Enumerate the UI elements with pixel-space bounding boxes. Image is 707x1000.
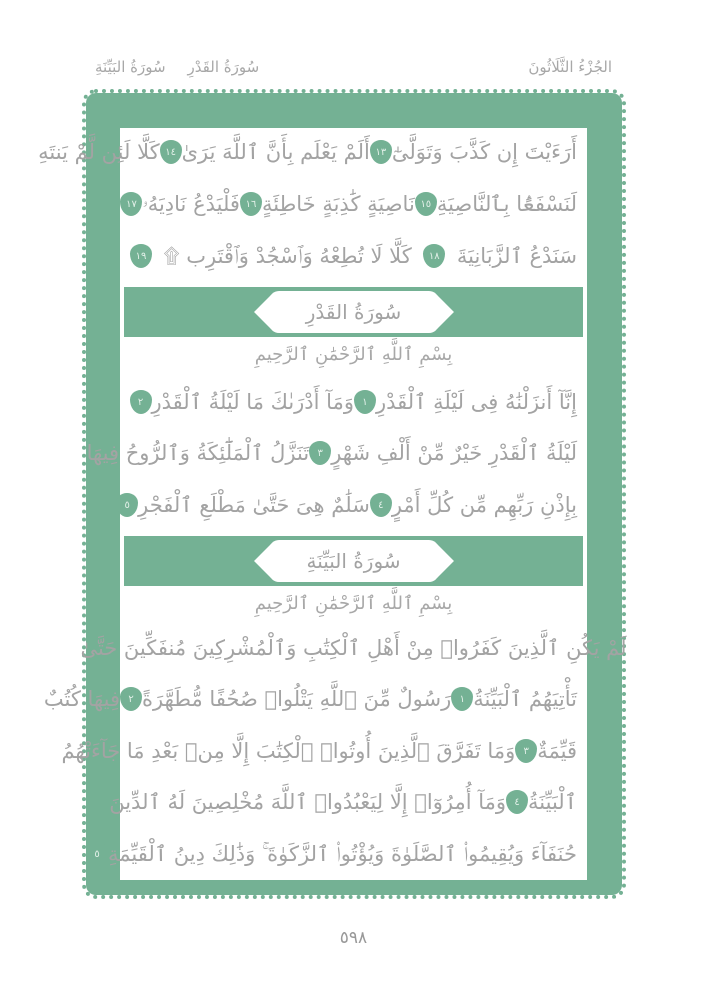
verse-text: إِنَّآ أَنزَلْنَٰهُ فِى لَيْلَةِ ٱلْقَدْرِ (375, 390, 577, 414)
surah-title: سُورَةُ البَيِّنَةِ (306, 549, 401, 573)
verse-marker: ١٧ (120, 192, 142, 216)
verse-text: تَأْتِيَهُمُ ٱلْبَيِّنَةُ (473, 687, 577, 711)
verse-marker: ١ (451, 687, 473, 711)
verse-text: حُنَفَآءَ وَيُقِيمُوا۟ ٱلصَّلَوٰةَ وَيُؤْتُوا۟ ٱلزَّكَوٰةَ ۚ وَذَٰلِكَ دِينُ ٱلْقَيِّمَةِ (108, 841, 577, 866)
verse-text: وَمَا تَفَرَّقَ ٱلَّذِينَ أُوتُوا۟ ٱلْكِتَٰبَ إِلَّا مِنۢ بَعْدِ مَا جَآءَتْهُمُ (61, 739, 516, 763)
verse-marker: ٥ (116, 493, 138, 517)
juz-label: الجُزْءُ الثَّلَاثُونَ (528, 58, 612, 76)
text-line (94, 829, 577, 879)
verse-text: فَلْيَدْعُ نَادِيَهُۥ (142, 191, 240, 216)
verse-marker: ٤ (370, 493, 392, 517)
surah-name-qadr: سُورَةُ القَدْرِ (187, 58, 260, 76)
page-number: ٥٩٨ (339, 928, 368, 948)
verse-text: أَلَمْ يَعْلَم بِأَنَّ ٱللَّهَ يَرَىٰ (181, 140, 370, 164)
verse-marker: ٥ (86, 842, 108, 866)
verse-marker: ٢ (120, 687, 142, 711)
text-line (124, 480, 577, 530)
verse-text: كَلَّا لَا تُطِعْهُ وَٱسْجُدْ وَٱقْتَرِب ۩ (163, 243, 412, 268)
text-line (61, 726, 577, 776)
text-line (43, 674, 577, 724)
verse-text: لَيْلَةُ ٱلْقَدْرِ خَيْرٌ مِّنْ أَلْفِ شَهْرٍ (331, 441, 577, 465)
verse-text: فِيهَا كُتُبٌ (43, 687, 121, 711)
surah-header-bayyina (124, 536, 583, 586)
verse-text: كَلَّا لَئِن لَّمْ يَنتَهِ (38, 140, 160, 164)
verse-text: ٱلْبَيِّنَةُ (528, 790, 577, 814)
basmala: بِسْمِ ٱللَّهِ ٱلرَّحْمَٰنِ ٱلرَّحِيمِ (254, 593, 453, 614)
verse-text: بِإِذْنِ رَبِّهِم مِّن كُلِّ أَمْرٍ (391, 493, 577, 517)
verse-marker: ١٥ (415, 192, 437, 216)
verse-text: سَلَٰمٌ هِىَ حَتَّىٰ مَطْلَعِ ٱلْفَجْرِ (138, 493, 370, 517)
page-frame (38, 93, 627, 895)
verse-marker: ١٦ (240, 192, 262, 216)
verse-text: تَنَزَّلُ ٱلْمَلَٰٓئِكَةُ وَٱلرُّوحُ فِيهَا (86, 441, 310, 465)
verse-marker: ١٩ (130, 244, 152, 268)
text-line (38, 127, 577, 177)
verse-text: وَمَآ أُمِرُوٓا۟ إِلَّا لِيَعْبُدُوا۟ ٱللَّهَ مُخْلِصِينَ لَهُ ٱلدِّينَ (109, 790, 507, 814)
verse-marker: ١٨ (423, 244, 445, 268)
verse-text: لَمْ يَكُنِ ٱلَّذِينَ كَفَرُوا۟ مِنْ أَهْلِ ٱلْكِتَٰبِ وَٱلْمُشْرِكِينَ مُنفَكِّينَ حَتَّىٰ (80, 636, 627, 660)
verse-text: أَرَءَيْتَ إِن كَذَّبَ وَتَوَلَّىٰٓ (391, 140, 577, 164)
text-area (38, 128, 627, 880)
verse-marker: ١٤ (160, 140, 182, 164)
verse-text: سَنَدْعُ ٱلزَّبَانِيَةَ (456, 244, 577, 268)
verse-text: نَاصِيَةٍ كَٰذِبَةٍ خَاطِئَةٍ (261, 192, 415, 216)
verse-text: وَمَآ أَدْرَىٰكَ مَا لَيْلَةُ ٱلْقَدْرِ (151, 390, 354, 414)
basmala: بِسْمِ ٱللَّهِ ٱلرَّحْمَٰنِ ٱلرَّحِيمِ (254, 344, 453, 365)
verse-marker: ٤ (506, 790, 528, 814)
verse-marker: ٣ (309, 441, 331, 465)
text-line (130, 377, 577, 427)
verse-text: رَسُولٌ مِّنَ ٱللَّهِ يَتْلُوا۟ صُحُفًا مُّطَهَّرَةً (142, 687, 452, 711)
verse-marker: ٣ (515, 739, 537, 763)
verse-marker: ١٣ (370, 140, 392, 164)
verse-text: قَيِّمَةٌ (537, 739, 577, 763)
verse-text: لَنَسْفَعًۢا بِٱلنَّاصِيَةِ (436, 192, 577, 216)
surah-name-bayyina: سُورَةُ البَيِّنَةِ (95, 58, 166, 76)
surah-title: سُورَةُ القَدْرِ (305, 300, 402, 324)
surah-names (95, 58, 259, 76)
text-line (109, 777, 577, 827)
text-line (86, 428, 577, 478)
verse-marker: ٢ (130, 390, 152, 414)
text-line (130, 231, 577, 281)
text-line (80, 623, 627, 673)
verse-marker: ١ (354, 390, 376, 414)
text-line (126, 179, 577, 229)
surah-header-qadr (124, 287, 583, 337)
